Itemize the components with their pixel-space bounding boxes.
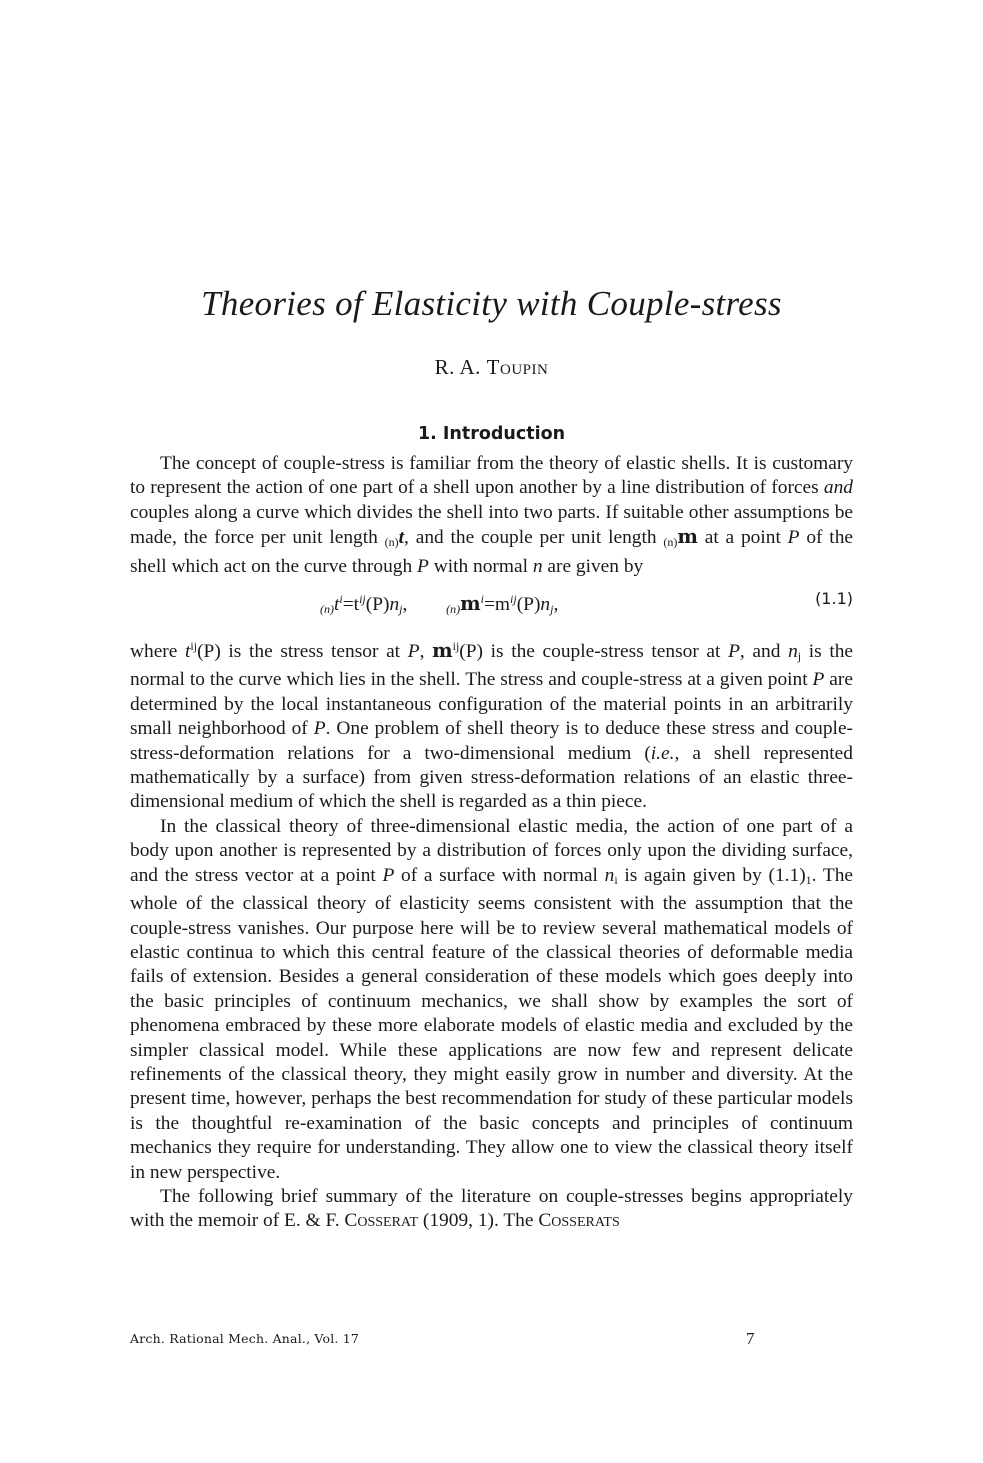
math-superscript: i (480, 592, 484, 607)
math-superscript: i (339, 592, 343, 607)
text-run: are given by (542, 555, 644, 577)
math-symbol-t: t (398, 527, 405, 549)
math-subscript: (n) (320, 602, 334, 617)
math-subscript: (n) (663, 535, 678, 550)
math-symbol-P: P (728, 641, 740, 663)
math-superscript: ij (452, 639, 460, 654)
paragraph-2: where $t^{ij}(P)$ is the stress tensor at P, $m^{ij}(P)$ is the couple-stress tensor at P, and $n_j$ is the normal to the curve which lies in the shell. The stress and couple-stress at a given point P are determined by the local instantaneous configuration of the material points in an arbitrarily small neighborhood of P. One problem of shell theory is to deduce these stress and couple-stress-deformation relations for a two-dimensional medium (i.e., a shell represented mathematically by a surface) from given stress-deformation relations of an elastic three-dimensional medium of which the shell is regarded as a thin piece. (130, 639, 854, 813)
math-symbol-m: m (460, 592, 481, 616)
math-comma: , (402, 594, 408, 616)
math-subscript: (n) (446, 602, 461, 617)
text-run: and (752, 641, 789, 663)
math-arg: (P) (365, 594, 390, 616)
text-run: In the classical theory of three-dimensional elastic media, the action of one part of a body upon another is represented by a distribution of forces only upon the dividing surface, and the stress vector at a point (130, 815, 853, 886)
text-run: (1909, 1). The (418, 1210, 539, 1232)
math-symbol-P: P (787, 527, 800, 549)
math-symbol-t: t (185, 641, 191, 663)
author-surname: Toupin (486, 355, 549, 379)
math-symbol-P: P (313, 718, 326, 740)
math-arg: (P) (197, 641, 221, 663)
section-heading: 1. Introduction (417, 424, 566, 444)
equation-number: (1.1) (815, 589, 853, 609)
page-number: 7 (746, 1329, 755, 1348)
text-run: with normal (428, 555, 533, 577)
math-arg: (P) (459, 641, 483, 663)
text-run: are determined by the local instantaneous configuration of the material points in an arbitrarily small neighborhood of (130, 669, 853, 740)
math-subscript: j (399, 602, 403, 617)
math-superscript: ij (359, 592, 366, 607)
text-run: where (130, 641, 186, 663)
text-run: . One problem of shell theory is to deduce these stress and couple-stress-deformation relations for a two-dimensional medium ( (130, 718, 854, 764)
emphasis-and: and (823, 477, 853, 499)
math-symbol-P: P (407, 641, 420, 663)
paragraph-1 (130, 452, 853, 579)
text-run: is the stress tensor at (220, 641, 408, 663)
math-symbol-P: P (812, 669, 825, 691)
math-comma: , (553, 594, 559, 616)
math-symbol-n: n (532, 555, 543, 577)
journal-footer: Arch. Rational Mech. Anal., Vol. 17 (130, 1331, 360, 1346)
math-superscript: ij (190, 639, 198, 654)
text-run: , (419, 641, 433, 663)
text-run: of a surface with normal (394, 864, 605, 886)
text-run: , and the couple per unit length (404, 527, 664, 549)
article-title: Theories of Elasticity with Couple-stress (201, 284, 782, 323)
math-symbol-n: n (788, 641, 798, 663)
math-symbol-t: t (334, 594, 340, 616)
paragraph-4 (130, 1185, 853, 1234)
math-subscript: 1 (805, 872, 812, 887)
math-arg: (P) (516, 594, 541, 616)
equation (320, 587, 558, 621)
text-run: The following brief summary of the literature on couple-stresses begins appropriately with the memoir of E. & F. (130, 1185, 853, 1232)
math-op: =t (342, 594, 360, 616)
author-initials: R. A. (434, 355, 487, 379)
math-symbol-m: m (432, 639, 453, 663)
math-symbol-n: n (540, 594, 551, 616)
author-cited: Cosserat (344, 1210, 419, 1232)
math-symbol-P: P (382, 864, 395, 886)
math-subscript: (n) (384, 535, 399, 550)
text-run: . The whole of the classical theory of elasticity seems consistent with the assumption that the couple-stress vanishes. Our purpose here will be to review several mathematical models of elastic continua to which this central feature of the classical theories of deformable media fails of extension. Besides a general consideration of these models which goes deeply into the basic principles of continuum mechanics, we shall show by examples the sort of phenomena embraced by these more elaborate models of elastic media and excluded by the simpler classical model. While these applications are now few and represent delicate refinements of the classical theory, they might easily grow in number and diversity. At the present time, however, perhaps the best recommendation for study of these particular models is the thoughtful re-examination of the basic concepts and principles of continuum mechanics they require for understanding. They allow one to view the classical theory itself in new perspective. (130, 864, 854, 1183)
math-subscript: j (550, 602, 554, 617)
math-op: =m (484, 594, 511, 616)
math-superscript: ij (510, 592, 517, 607)
text-run: is again given by (617, 864, 769, 886)
body-text (130, 452, 853, 1234)
text-run: is the couple-stress tensor at (482, 641, 729, 663)
math-symbol-n: n (389, 594, 400, 616)
text-run: is the normal to the curve which lies in the shell. The stress and couple-stress at a given point (130, 641, 854, 691)
text-run: The concept of couple-stress is familiar from the theory of elastic shells. It is customary to represent the action of one part of a shell upon another by a line distribution of forces (130, 453, 853, 499)
math-subscript: j (797, 649, 802, 664)
emphasis-ie: i.e., (650, 742, 680, 764)
equation-reference: (1.1) (768, 864, 806, 886)
math-symbol-P: P (417, 555, 429, 577)
text-run: at a point (697, 527, 788, 549)
math-symbol-n: n (604, 864, 615, 886)
text-run: a shell represented mathematically by a surface) from given stress-deformation relations of an elastic three-dimensional medium of which the shell is regarded as a thin piece. (130, 742, 853, 813)
text-run: of the shell which act on the curve through (130, 527, 853, 577)
math-symbol-m: m (677, 525, 698, 549)
equation-block (130, 587, 853, 627)
author-cited: Cosserats (538, 1210, 620, 1232)
math-subscript: i (614, 872, 618, 887)
text-run: couples along a curve which divides the shell into two parts. If suitable other assumptions be made, the force per unit length (130, 501, 853, 549)
author-name (0, 355, 983, 380)
paragraph-3 (130, 815, 853, 1185)
